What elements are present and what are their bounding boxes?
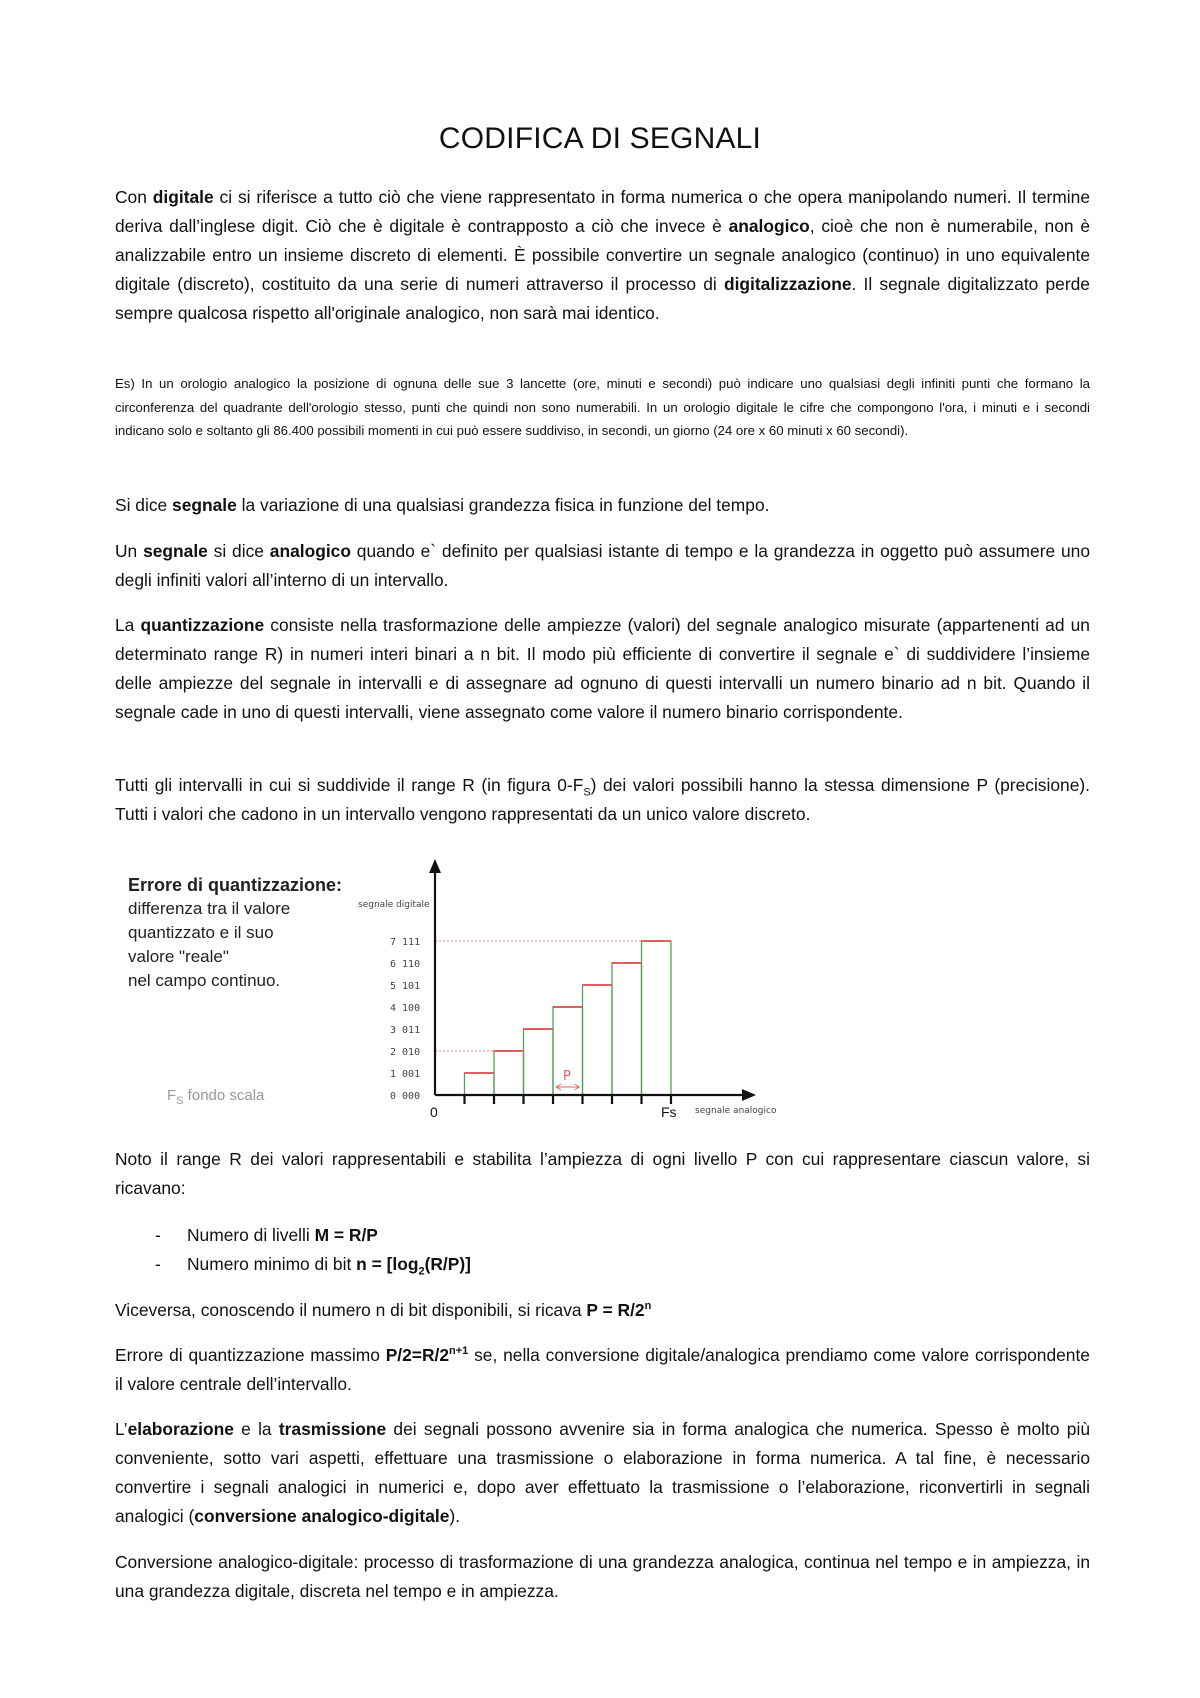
quantization-chart xyxy=(350,855,810,1120)
text: . Il segnale digitalizzato perde sempre qualcosa rispetto all'originale analogico, non sarà mai identico. xyxy=(115,274,1090,323)
formula xyxy=(386,1345,469,1365)
text: Errore di quantizzazione massimo xyxy=(115,1345,386,1365)
paragraph-quantizzazione xyxy=(115,611,1090,727)
page-title: CODIFICA DI SEGNALI xyxy=(438,122,762,155)
formula-list xyxy=(115,1221,1090,1279)
fs-note xyxy=(167,1087,265,1107)
bold-term: digitale xyxy=(152,187,214,207)
step-bar xyxy=(612,963,642,1095)
fs-label: Fs xyxy=(661,1104,677,1120)
text: Noto il range R dei valori rappresentabili e stabilita l’ampiezza di ogni livello P con cui rappresentare ciascun valore, si ricavano: xyxy=(115,1149,1090,1198)
y-level-label: 3 011 xyxy=(390,1025,421,1036)
list-item xyxy=(115,1221,1090,1250)
quantization-figure xyxy=(120,855,810,1120)
paragraph-segnale-analogico xyxy=(115,537,1090,595)
text: Numero di livelli xyxy=(187,1225,315,1245)
list-item xyxy=(115,1250,1090,1279)
text: L’ xyxy=(115,1419,128,1439)
x-axis-arrow xyxy=(742,1089,756,1101)
y-axis-label: segnale digitale xyxy=(358,900,430,910)
y-level-label: 0 000 xyxy=(390,1091,421,1102)
paragraph-viceversa xyxy=(115,1296,1090,1325)
text: la variazione di una qualsiasi grandezza fisica in funzione del tempo. xyxy=(236,495,770,515)
paragraph-errore-massimo xyxy=(115,1341,1090,1399)
step-bar xyxy=(494,1051,524,1095)
text: consiste nella trasformazione delle ampiezze (valori) del segnale analogico misurate (appartenenti ad un determinato range R) in numeri interi binari a n bit. Il modo più efficiente di convertire il segnale e` di suddividere l’insieme delle ampiezze del segnale in intervalli e di assegnare ad ognuno di questi intervalli un numero binario ad n bit. Quando il segnale cade in uno di questi intervalli, viene assegnato come valore il numero binario corrispondente. xyxy=(115,615,1090,722)
bold-term: segnale xyxy=(143,541,208,561)
text: Numero minimo di bit xyxy=(187,1254,357,1274)
step-bar xyxy=(524,1029,554,1095)
paragraph-conversione: Conversione analogico-digitale: processo di trasformazione di una grandezza analogica, continua nel tempo e in ampiezza, in una grandezza digitale, discreta nel tempo e in ampiezza. xyxy=(115,1552,1090,1601)
text: P/2=R/2 xyxy=(385,1345,450,1365)
x-axis-label: segnale analogico xyxy=(695,1106,777,1116)
paragraph-noto-range xyxy=(115,1145,1090,1203)
bullet-dash: - xyxy=(155,1254,161,1274)
text: La xyxy=(115,615,141,635)
y-level-label: 4 100 xyxy=(390,1003,421,1014)
text: Un xyxy=(115,541,144,561)
bold-term: digitalizzazione xyxy=(723,274,852,294)
bold-term: conversione analogico-digitale xyxy=(194,1506,450,1526)
text: (R/P)] xyxy=(424,1254,471,1274)
y-level-label: 7 111 xyxy=(390,937,421,948)
p-label: P xyxy=(563,1069,571,1084)
caption-line: valore "reale" xyxy=(128,947,229,966)
text: si dice xyxy=(207,541,270,561)
paragraph-definizione-segnale xyxy=(115,491,1090,520)
bold-term: elaborazione xyxy=(127,1419,234,1439)
y-level-label: 1 001 xyxy=(390,1069,421,1080)
step-bar xyxy=(465,1073,495,1095)
y-level-label: 5 101 xyxy=(390,981,421,992)
text: fondo scala xyxy=(183,1087,265,1104)
caption-line: quantizzato e il suo xyxy=(128,923,274,942)
bold-term: analogico xyxy=(269,541,351,561)
text: ci si riferisce a tutto ciò che viene rappresentato in forma numerica o che opera manipolando numeri. Il termine deriva dall’inglese digit. Ciò che è digitale è contrapposto a ciò che invece è xyxy=(115,187,1090,236)
bullet-dash: - xyxy=(155,1225,161,1245)
caption-line: differenza tra il valore xyxy=(128,899,291,918)
subscript: S xyxy=(583,786,591,799)
y-level-label: 6 110 xyxy=(390,959,421,970)
text: , cioè che non è numerabile, non è analizzabile entro un insieme discreto di elementi. È possibile convertire un segnale analogico (continuo) in uno equivalente digitale (discreto), costituito da una serie di numeri attraverso il processo di xyxy=(115,216,1090,294)
bold-term: quantizzazione xyxy=(140,615,265,635)
paragraph-elaborazione xyxy=(115,1415,1090,1531)
text: Si dice xyxy=(115,495,173,515)
superscript: n xyxy=(644,1300,652,1313)
formula: M = R/P xyxy=(314,1225,378,1245)
caption-line: Errore di quantizzazione: xyxy=(128,875,343,895)
y-level-label: 2 010 xyxy=(390,1047,421,1058)
formula xyxy=(356,1254,471,1278)
step-bar xyxy=(583,985,613,1095)
text: Tutti gli intervalli in cui si suddivide il range R (in figura 0-F xyxy=(115,775,584,795)
y-axis-arrow xyxy=(429,859,441,873)
paragraph-example-orologio: Es) In un orologio analogico la posizione di ognuna delle sue 3 lancette (ore, minuti e secondi) può indicare uno qualsiasi degli infiniti punti che formano la circonferenza del quadrante dell'orologio stesso, punti che quindi non sono numerabili. In un orologio digitale le cifre che compongono l'ora, i minuti e i secondi indicano solo e soltanto gli 86.400 possibili momenti in cui può essere suddiviso, in secondi, un giorno (24 ore x 60 minuti x 60 secondi). xyxy=(115,376,1090,438)
bold-term: segnale xyxy=(172,495,237,515)
text: P = R/2 xyxy=(586,1300,645,1320)
text: Con xyxy=(115,187,153,207)
text: quando e` definito per qualsiasi istante di tempo e la grandezza in oggetto può assumere uno degli infiniti valori all’interno di un intervallo. xyxy=(115,541,1091,590)
text: se, nella conversione digitale/analogica prendiamo come valore corrispondente il valore centrale dell’intervallo. xyxy=(115,1345,1090,1394)
text: F xyxy=(167,1087,177,1104)
origin-label: 0 xyxy=(430,1104,438,1120)
text: ). xyxy=(449,1506,461,1526)
step-bar xyxy=(642,941,672,1095)
bold-term: trasmissione xyxy=(278,1419,387,1439)
paragraph-digitale xyxy=(115,183,1090,328)
subscript: 2 xyxy=(418,1265,425,1278)
superscript: n+1 xyxy=(449,1345,469,1358)
subscript: S xyxy=(176,1095,184,1107)
caption-line: nel campo continuo. xyxy=(128,971,281,990)
figure-caption xyxy=(128,873,342,993)
text: ) dei valori possibili hanno la stessa dimensione P (precisione). Tutti i valori che cadono in un intervallo vengono rappresentati da un unico valore discreto. xyxy=(115,775,1091,824)
paragraph-intervalli xyxy=(115,771,1090,829)
text: n = [log xyxy=(356,1254,419,1274)
text: Viceversa, conoscendo il numero n di bit disponibili, si ricava xyxy=(115,1300,587,1320)
formula xyxy=(586,1300,651,1320)
bold-term: analogico xyxy=(728,216,810,236)
text: dei segnali possono avvenire sia in forma analogica che numerica. Spesso è molto più conveniente, sotto vari aspetti, effettuare una trasmissione o elaborazione in forma numerica. A tal fine, è necessario convertire i segnali analogici in numerici e, dopo aver effettuato la trasmissione o l’elaborazione, riconvertirli in segnali analogici ( xyxy=(115,1419,1091,1526)
text: e la xyxy=(233,1419,279,1439)
